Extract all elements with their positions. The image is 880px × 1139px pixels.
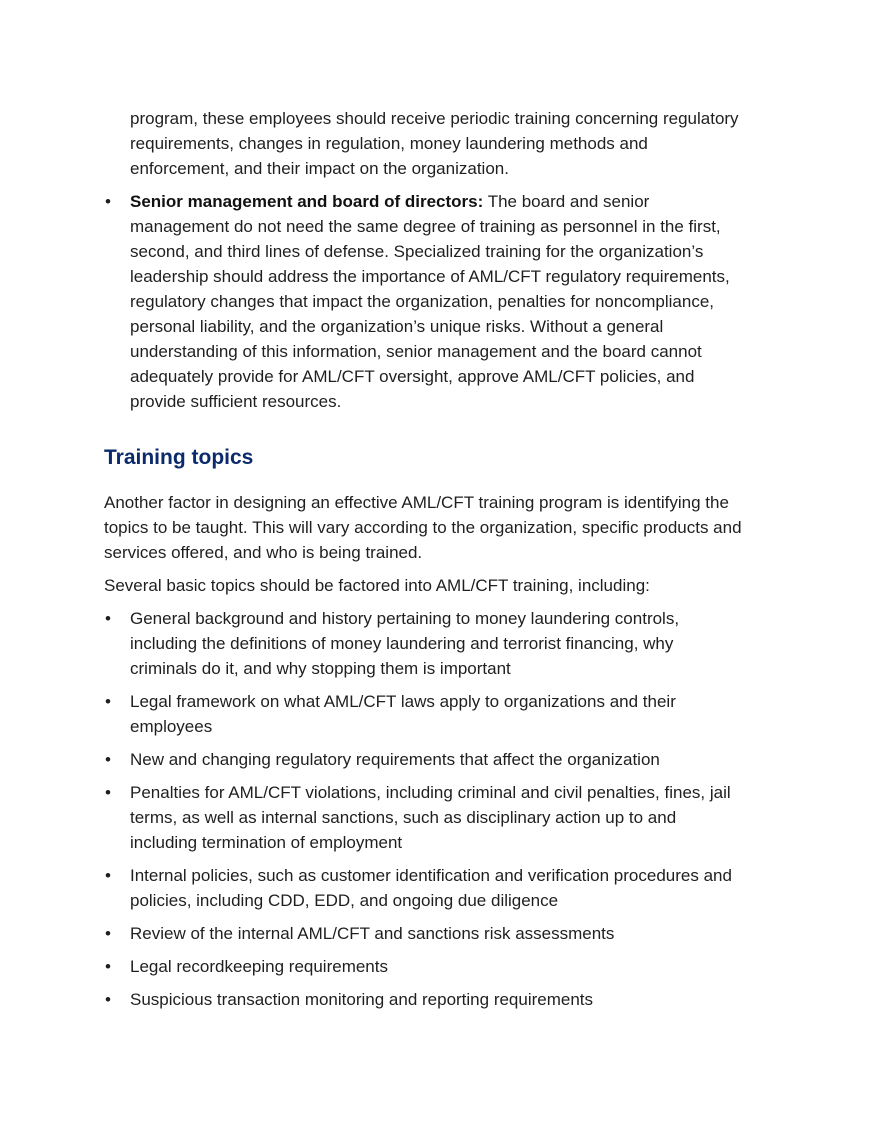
list-item-text: Internal policies, such as customer identification and verification procedures and policies, including CDD, EDD, and ongoing due diligence (130, 866, 732, 910)
list-item-senior-management (104, 189, 744, 414)
list-item-text: Legal framework on what AML/CFT laws apply to organizations and their employees (130, 692, 676, 736)
list-item (104, 780, 744, 855)
intro-paragraph: Another factor in designing an effective AML/CFT training program is identifying the topics to be taught. This will vary according to the organization, specific products and services offered, and who is being trained. (104, 493, 742, 562)
bullet-icon: • (105, 783, 111, 802)
bullet-icon: • (105, 192, 111, 211)
bullet-icon: • (105, 750, 111, 769)
list-item-text: Suspicious transaction monitoring and reporting requirements (130, 990, 594, 1009)
bullet-icon: • (105, 957, 111, 976)
bullet-icon: • (105, 990, 111, 1009)
audience-list (104, 189, 744, 414)
list-item-text: Penalties for AML/CFT violations, including criminal and civil penalties, fines, jail terms, as well as internal sanctions, such as disciplinary action up to and including termination of employment (130, 783, 731, 852)
list-item-text: General background and history pertaining to money laundering controls, including the definitions of money laundering and terrorist financing, why criminals do it, and why stopping them is important (130, 609, 680, 678)
topics-list (104, 606, 744, 1012)
bullet-icon: • (105, 866, 111, 885)
bullet-icon: • (105, 924, 111, 943)
section-heading: Training topics (104, 446, 254, 469)
bullet-heading: Senior management and board of directors: (130, 192, 484, 211)
page-content (104, 106, 744, 1012)
continuation-paragraph: program, these employees should receive periodic training concerning regulatory requirements, changes in regulation, money laundering methods and enforcement, and their impact on the organization. (130, 109, 739, 178)
topics-lead-paragraph: Several basic topics should be factored into AML/CFT training, including: (104, 576, 650, 595)
list-item (104, 747, 744, 772)
list-item (104, 921, 744, 946)
list-item (104, 689, 744, 739)
list-item-text: Legal recordkeeping requirements (130, 957, 388, 976)
bullet-text: The board and senior management do not need the same degree of training as personnel in the first, second, and third lines of defense. Specialized training for the organization’s leadership should address the importance of AML/CFT regulatory requirements, regulatory changes that impact the organization, penalties for noncompliance, personal liability, and the organization’s unique risks. Without a general understanding of this information, senior management and the board cannot adequately provide for AML/CFT oversight, approve AML/CFT policies, and provide sufficient resources. (130, 192, 730, 411)
list-item (104, 863, 744, 913)
list-item (104, 606, 744, 681)
bullet-icon: • (105, 692, 111, 711)
list-item-text: New and changing regulatory requirements that affect the organization (130, 750, 660, 769)
bullet-icon: • (105, 609, 111, 628)
list-item (104, 987, 744, 1012)
list-item (104, 954, 744, 979)
list-item-text: Review of the internal AML/CFT and sanctions risk assessments (130, 924, 615, 943)
